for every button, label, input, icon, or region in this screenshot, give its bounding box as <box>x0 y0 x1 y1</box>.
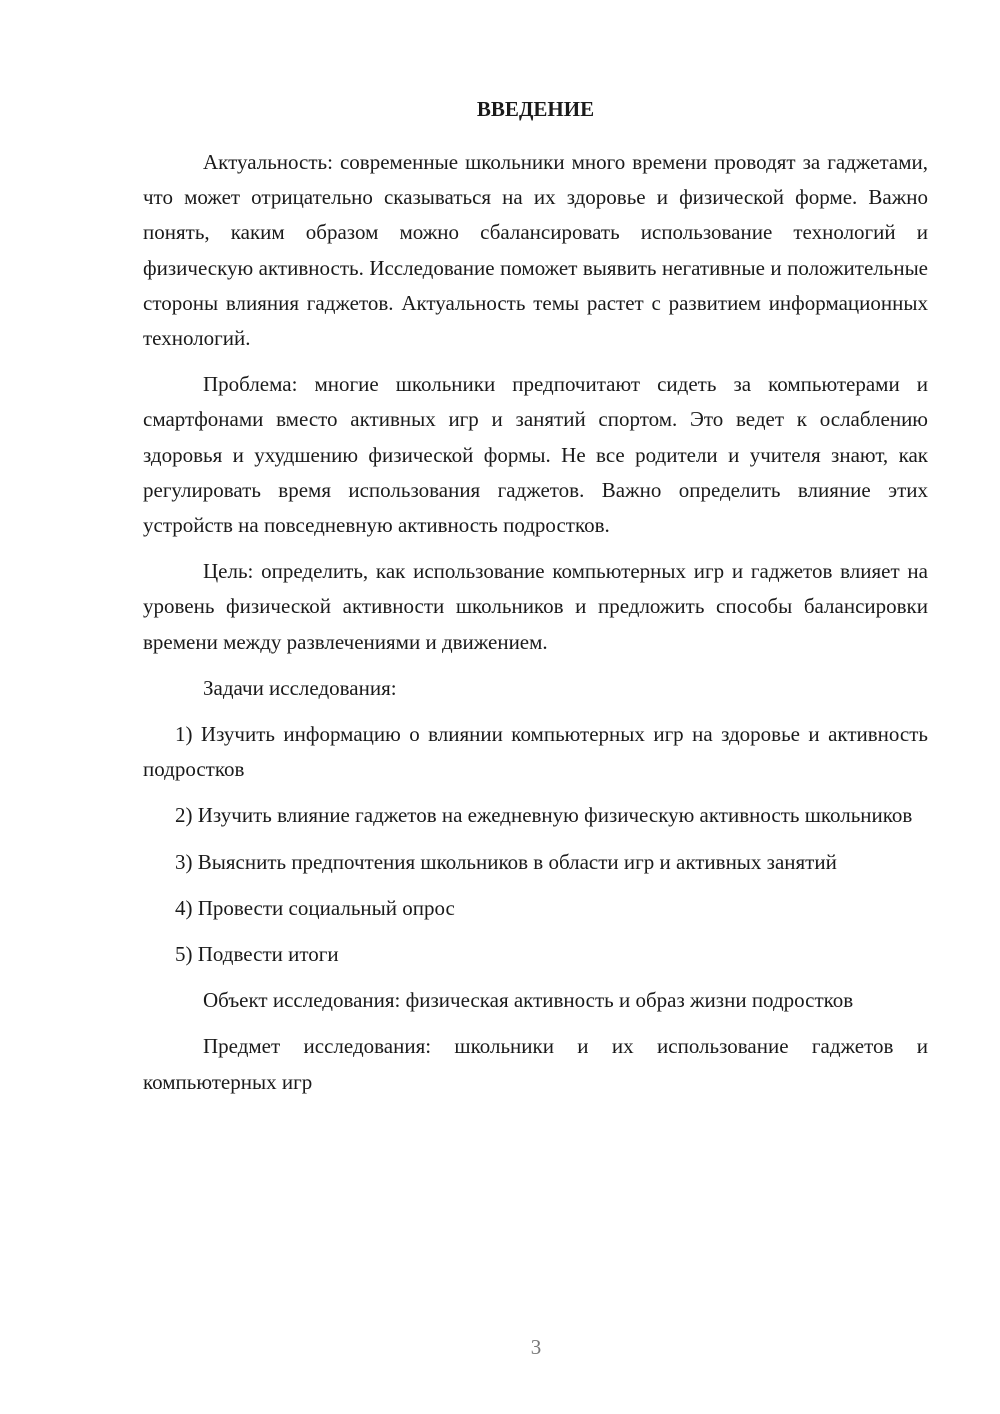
task-item: 1) Изучить информацию о влиянии компьютерных игр на здоровье и активность подростков <box>143 722 928 782</box>
task-item: 3) Выяснить предпочтения школьников в области игр и активных занятий <box>175 849 837 874</box>
task-item: 5) Подвести итоги <box>175 942 339 967</box>
tasks-intro: Задачи исследования: <box>203 675 397 700</box>
goal-paragraph: Цель: определить, как использование компьютерных игр и гаджетов влияет на уровень физической активности школьников и предложить способы балансировки времени между развлечениями и движением. <box>143 559 928 654</box>
object-paragraph: Объект исследования: физическая активность и образ жизни подростков <box>203 988 854 1013</box>
section-heading: ВВЕДЕНИЕ <box>476 97 595 121</box>
task-item: 4) Провести социальный опрос <box>175 895 455 920</box>
document-page <box>143 92 928 1100</box>
relevance-paragraph: Актуальность: современные школьники много времени проводят за гаджетами, что может отрицательно сказываться на их здоровье и физической форме. Важно понять, каким образом можно сбалансировать использование технологий и физическую активность. Исследование поможет выявить негативные и положительные стороны влияния гаджетов. Актуальность темы растет с развитием информационных технологий. <box>143 150 928 351</box>
page-number: 3 <box>530 1335 542 1359</box>
task-item: 2) Изучить влияние гаджетов на ежедневную физическую активность школьников <box>175 803 913 828</box>
subject-paragraph: Предмет исследования: школьники и их использование гаджетов и компьютерных игр <box>143 1034 928 1094</box>
problem-paragraph: Проблема: многие школьники предпочитают сидеть за компьютерами и смартфонами вместо активных игр и занятий спортом. Это ведет к ослаблению здоровья и ухудшению физической формы. Не все родители и учителя знают, как регулировать время использования гаджетов. Важно определить влияние этих устройств на повседневную активность подростков. <box>143 372 928 538</box>
